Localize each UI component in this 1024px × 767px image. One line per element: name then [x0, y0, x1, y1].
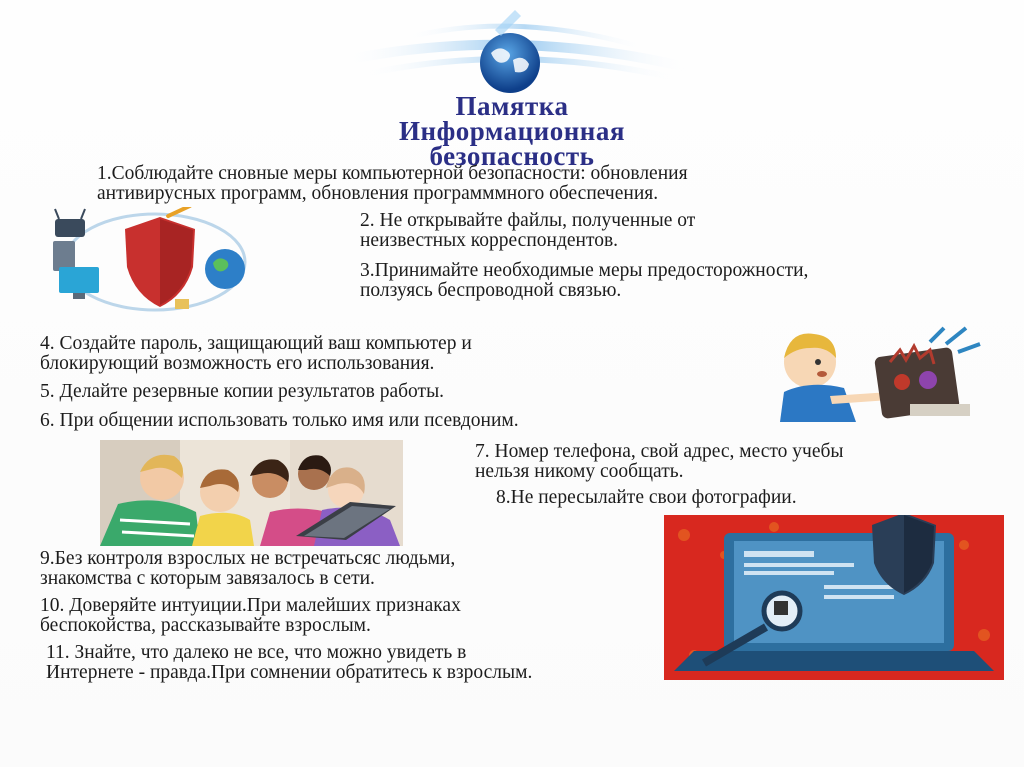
rule-5-line-1: 5. Делайте резервные копии результатов работы.: [40, 381, 445, 402]
rule-11-line-1: 11. Знайте, что далеко не все, что можно увидеть в: [46, 642, 467, 663]
rule-1: [97, 164, 688, 204]
rule-1-line-2: антивирусных программ, обновления программмного обеспечения.: [97, 183, 659, 204]
rule-3-line-1: 3.Принимайте необходимые меры предосторожности,: [360, 260, 809, 281]
rule-9-line-1: 9.Без контроля взрослых не встречатьсяс людьми,: [40, 548, 456, 569]
rule-2-line-1: 2. Не открывайте файлы, полученные от: [360, 210, 696, 231]
rule-4-line-1: 4. Создайте пароль, защищающий ваш компьютер и: [40, 333, 472, 354]
rule-2-line-2: неизвестных корреспондентов.: [360, 230, 619, 251]
rule-8: [496, 488, 797, 508]
rule-5: [40, 382, 444, 402]
rule-11-line-2: Интернете - правда.При сомнении обратитесь к взрослым.: [46, 662, 533, 683]
rule-1-line-1: 1.Соблюдайте сновные меры компьютерной безопасности: обновления: [97, 163, 688, 184]
globe-swoosh-logo: [345, 8, 690, 100]
rule-7: [475, 442, 844, 482]
laptop-shield-illustration: [664, 515, 1004, 680]
rule-9-line-2: знакомства с которым завязалось в сети.: [40, 568, 375, 589]
rule-3: [360, 261, 808, 301]
rule-10: [40, 596, 461, 636]
rule-2: [360, 211, 695, 251]
rule-11: [46, 643, 532, 683]
rule-9: [40, 549, 455, 589]
rule-4-line-2: блокирующий возможность его использования.: [40, 353, 435, 374]
rule-10-line-1: 10. Доверяйте интуиции.При малейших признаках: [40, 595, 461, 616]
rule-3-line-2: ползуясь беспроводной связью.: [360, 280, 622, 301]
rule-10-line-2: беспокойства, рассказывайте взрослым.: [40, 615, 371, 636]
boy-at-computer-cartoon: [770, 322, 995, 422]
shield-devices-illustration: [45, 207, 260, 312]
rule-6-line-1: 6. При общении использовать только имя или псевдоним.: [40, 410, 519, 431]
children-at-laptop-photo: [100, 440, 403, 546]
rule-4: [40, 334, 472, 374]
title-line-3: безопасность: [429, 141, 595, 171]
rule-6: [40, 411, 519, 431]
rule-8-line-1: 8.Не пересылайте свои фотографии.: [496, 487, 797, 508]
rule-7-line-2: нельзя никому сообщать.: [475, 461, 684, 482]
title-line-1: Памятка: [455, 91, 569, 121]
title-line-2: Информационная: [399, 116, 625, 146]
rule-7-line-1: 7. Номер телефона, свой адрес, место учебы: [475, 441, 844, 462]
